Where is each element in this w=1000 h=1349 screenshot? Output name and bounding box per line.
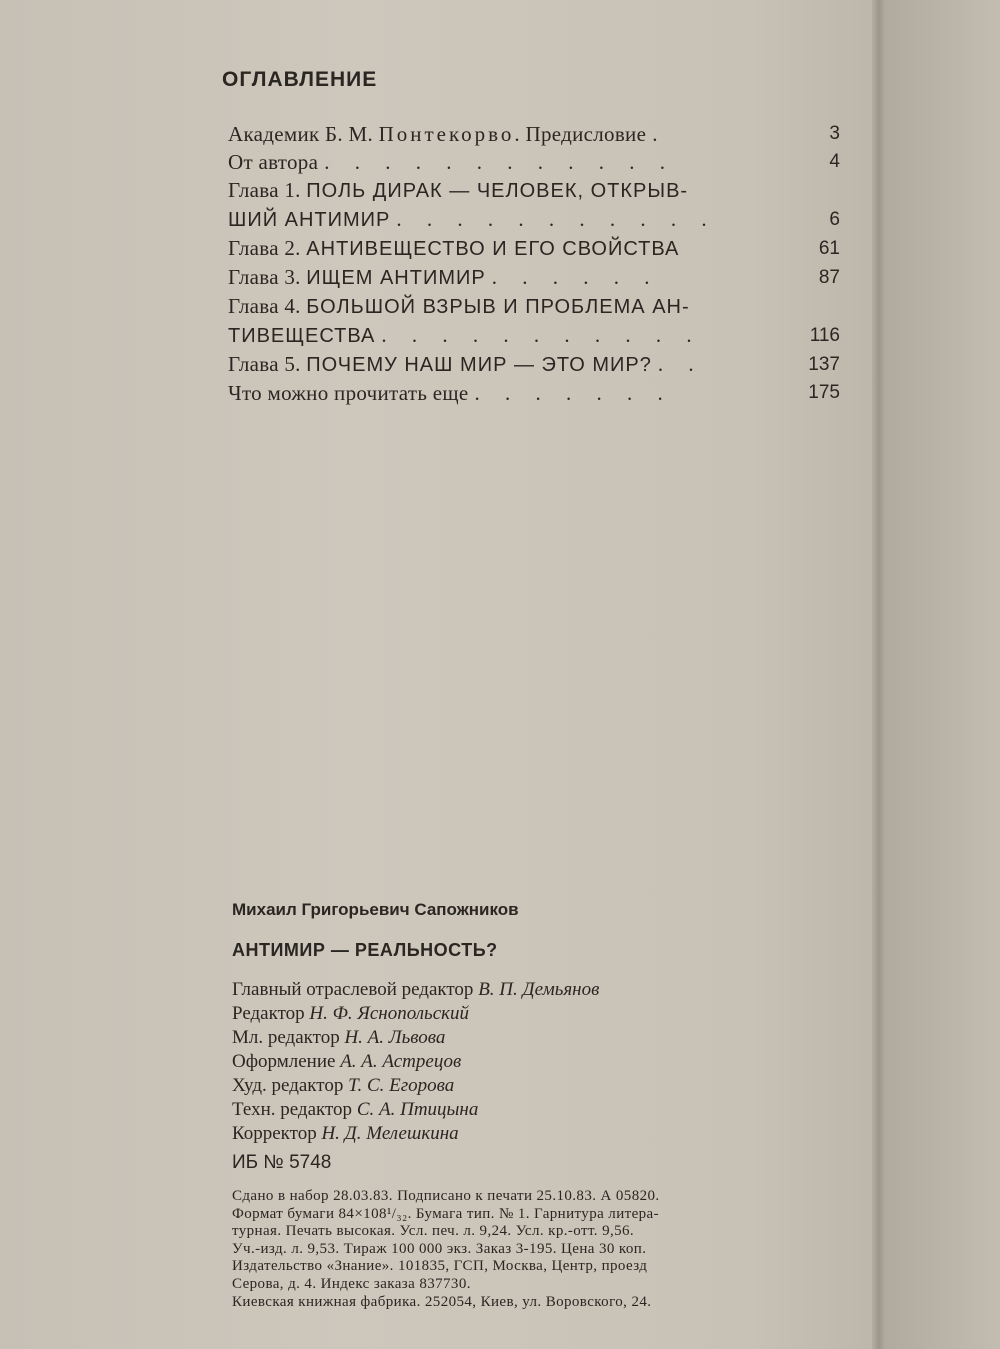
editorial-staff <box>232 978 599 1146</box>
toc-chapter-title-line2: ШИЙ АНТИМИР <box>228 209 391 231</box>
imprint-line: Издательство «Знание». 101835, ГСП, Москва, Центр, проезд <box>232 1258 648 1274</box>
toc-entry-text: Что можно прочитать еще <box>228 381 469 405</box>
staff-line <box>232 1122 599 1146</box>
ib-number: ИБ № 5748 <box>232 1152 332 1173</box>
staff-role: Корректор <box>232 1123 322 1144</box>
toc-page-number: 6 <box>829 209 840 230</box>
table-of-contents <box>228 120 840 407</box>
printing-factory: Киевская книжная фабрика. 252054, Киев, ул. Воровского, 24. <box>232 1294 652 1310</box>
imprint-line: Сдано в набор 28.03.83. Подписано к печати 25.10.83. А 05820. <box>232 1188 660 1204</box>
staff-role: Редактор <box>232 1003 310 1024</box>
imprint-block <box>232 1188 842 1293</box>
staff-line <box>232 1050 599 1074</box>
staff-line <box>232 1002 599 1026</box>
toc-chapter-title-line1: ПОЛЬ ДИРАК — ЧЕЛОВЕК, ОТКРЫВ- <box>306 180 689 202</box>
toc-chapter-label: Глава 3. <box>228 265 307 289</box>
toc-page-number: 175 <box>808 382 840 403</box>
toc-page-number: 137 <box>808 354 840 375</box>
imprint-line: турная. Печать высокая. Усл. печ. л. 9,24. Усл. кр.-отт. 9,56. <box>232 1223 635 1239</box>
toc-entry-from-author <box>228 148 840 176</box>
toc-chapter-title-line1: АНТИВЕЩЕСТВО И ЕГО СВОЙСТВА <box>306 238 680 260</box>
toc-page-number: 3 <box>829 123 840 144</box>
facing-page-edge <box>886 0 1000 1349</box>
staff-role: Худ. редактор <box>232 1075 349 1096</box>
toc-page-number: 116 <box>809 325 840 346</box>
toc-chapter-label: Глава 1. <box>228 178 307 202</box>
staff-role: Оформление <box>232 1051 341 1072</box>
staff-name: Н. А. Львова <box>344 1027 446 1048</box>
book-title: АНТИМИР — РЕАЛЬНОСТЬ? <box>232 940 498 960</box>
toc-chapter-title-line1: БОЛЬШОЙ ВЗРЫВ И ПРОБЛЕМА АН- <box>306 296 690 318</box>
staff-line <box>232 1074 599 1098</box>
imprint-line: Формат бумаги 84×108¹/₃₂. Бумага тип. № 1. Гарнитура литера- <box>232 1205 659 1222</box>
toc-entry-chapter-5 <box>228 350 840 379</box>
toc-chapter-label: Глава 5. <box>228 352 307 376</box>
toc-page-number: 4 <box>829 151 840 172</box>
toc-chapter-title-line2: ТИВЕЩЕСТВА <box>228 325 376 347</box>
staff-name: Н. Д. Мелешкина <box>321 1123 459 1144</box>
toc-entry-chapter-2 <box>228 234 840 263</box>
toc-entry-chapter-4 <box>228 292 840 350</box>
staff-name: С. А. Птицына <box>356 1099 479 1120</box>
toc-entry-text-rest: . Предисловие <box>514 122 647 146</box>
staff-line <box>232 978 599 1002</box>
toc-entry-further-reading <box>228 379 840 407</box>
toc-entry-chapter-1 <box>228 176 840 234</box>
staff-role: Мл. редактор <box>232 1027 345 1048</box>
toc-entry-text: Академик Б. М. <box>228 122 379 146</box>
toc-chapter-title-line1: ИЩЕМ АНТИМИР <box>306 267 486 289</box>
toc-dots: . . . . . . . <box>474 381 673 405</box>
toc-dots: . . . . . . <box>491 265 660 289</box>
staff-role: Главный отраслевой редактор <box>232 979 479 1000</box>
toc-page-number: 87 <box>818 267 840 288</box>
page-gutter <box>872 0 886 1349</box>
toc-chapter-label: Глава 4. <box>228 294 307 318</box>
toc-entry-preface <box>228 120 840 148</box>
toc-entry-spaced-name: Понтекорво <box>378 122 515 146</box>
toc-entry-text: От автора <box>228 150 319 174</box>
staff-line <box>232 1098 599 1122</box>
staff-name: А. А. Астрецов <box>340 1051 462 1072</box>
toc-page-number: 61 <box>818 238 840 259</box>
staff-role: Техн. редактор <box>232 1099 357 1120</box>
author-name: Михаил Григорьевич Сапожников <box>232 900 519 919</box>
toc-entry-chapter-3 <box>228 263 840 292</box>
imprint-line: Уч.-изд. л. 9,53. Тираж 100 000 экз. Заказ 3-195. Цена 30 коп. <box>232 1240 647 1257</box>
toc-dots: . . . . . . . . . . . <box>381 323 702 347</box>
toc-dots: . . . . . . . . . . . <box>396 207 717 231</box>
toc-chapter-title-line1: ПОЧЕМУ НАШ МИР — ЭТО МИР? <box>306 354 652 376</box>
toc-dots: . . <box>657 352 704 376</box>
toc-heading: ОГЛАВЛЕНИЕ <box>222 68 378 91</box>
staff-name: Т. С. Егорова <box>348 1075 455 1096</box>
imprint-line: Серова, д. 4. Индекс заказа 837730. <box>232 1275 471 1292</box>
toc-chapter-label: Глава 2. <box>228 236 307 260</box>
toc-dots: . . . . . . . . . . . . <box>324 150 675 174</box>
staff-line <box>232 1026 599 1050</box>
staff-name: В. П. Демьянов <box>478 979 600 1000</box>
toc-dots: . <box>652 122 668 146</box>
staff-name: Н. Ф. Яснопольский <box>309 1003 470 1024</box>
